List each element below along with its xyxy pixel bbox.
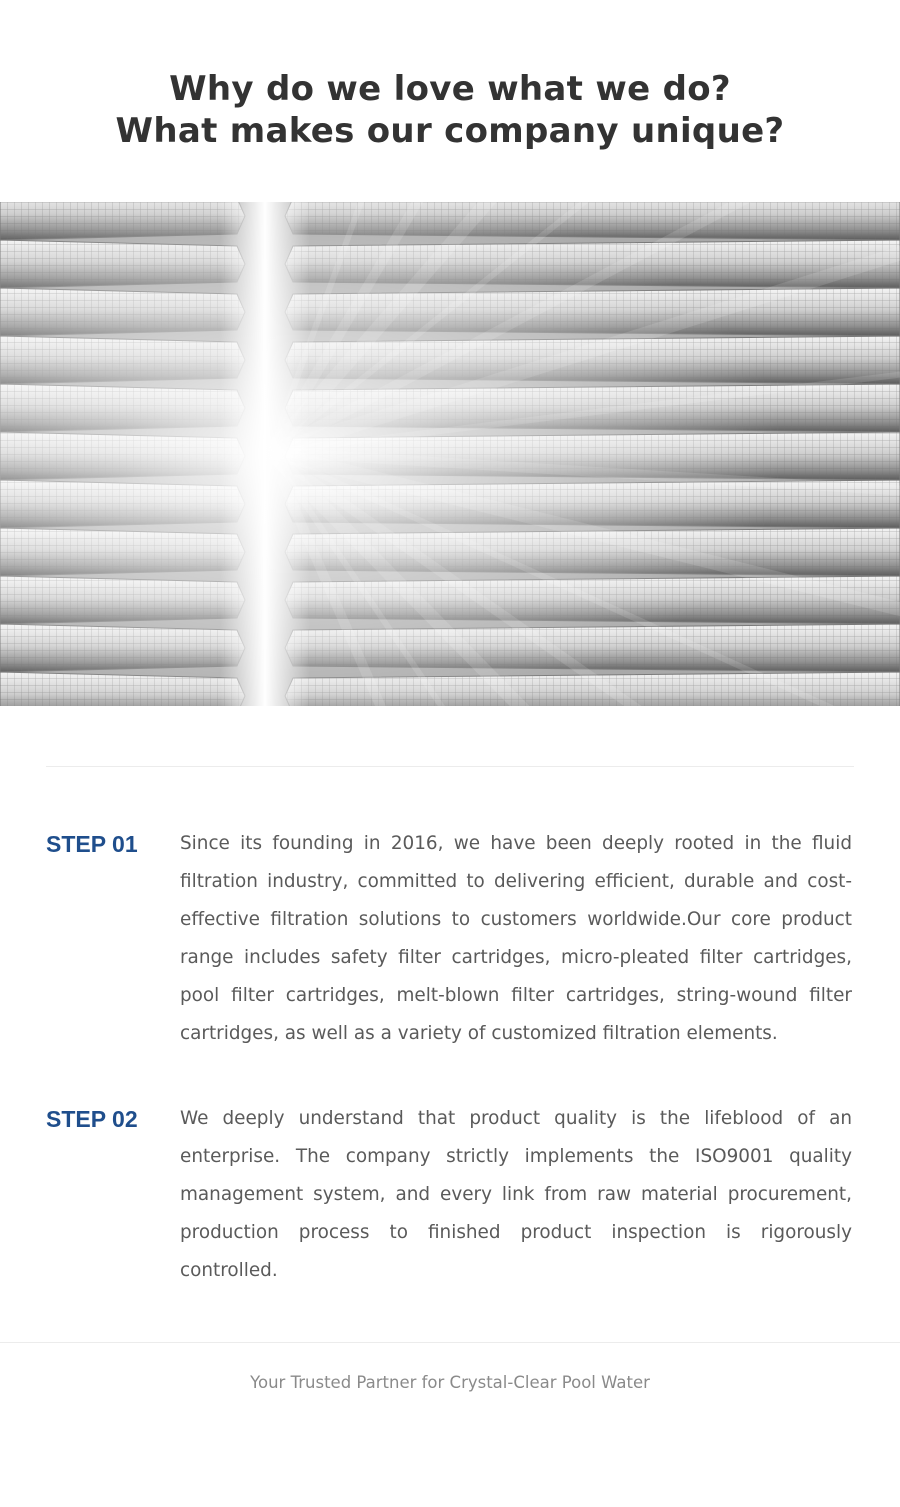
footer-divider [0,1342,900,1343]
headline-line-2: What makes our company unique? [115,111,785,151]
page-headline [0,68,900,152]
step-description: We deeply understand that product quality is the lifeblood of an enterprise. The company strictly implements the ISO9001 quality management system, and every link from raw material procurement, production process to finished product inspection is rigorously controlled. [180,1108,852,1281]
footer-tagline: Your Trusted Partner for Crystal-Clear Pool Water [250,1373,650,1392]
step-label: STEP 01 [46,831,138,857]
section-divider [46,766,854,767]
headline-line-1: Why do we love what we do? [169,69,731,109]
pleated-filter-image [0,202,900,706]
step-description: Since its founding in 2016, we have been deeply rooted in the fluid filtration industry, committed to delivering efficient, durable and cost-effective filtration solutions to customers worldwide.Our core product range includes safety filter cartridges, micro-pleated filter cartridges, pool filter cartridges, melt-blown filter cartridges, string-wound filter cartridges, as well as a variety of customized filtration elements. [180,833,852,1044]
step-label: STEP 02 [46,1106,138,1132]
